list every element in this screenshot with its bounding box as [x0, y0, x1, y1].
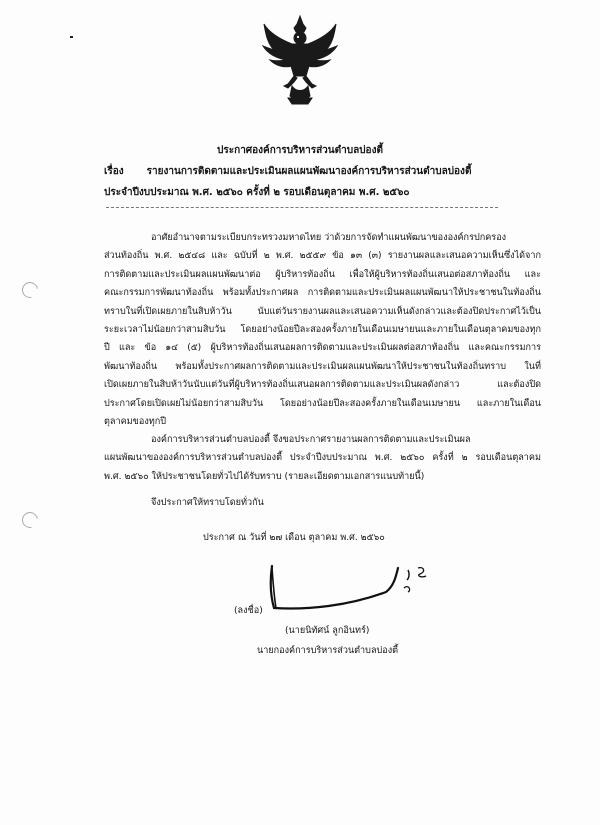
page-title: ประกาศองค์การบริหารส่วนตำบลบ่องตี้ — [217, 145, 383, 156]
punch-hole-bottom — [19, 509, 41, 531]
date-line: ประกาศ ณ วันที่ ๒๗ เดือน ตุลาคม พ.ศ. ๒๕๖๐ — [203, 533, 385, 543]
paragraph-line: การติดตามและประเมินผลแผนพัฒนาต่อ ผู้บริหารท้องถิ่น เพื่อให้ผู้บริหารท้องถิ่นเสนอต่อสภาท้องถิ่น และ — [104, 269, 541, 280]
scan-mark — [70, 36, 73, 38]
paragraph-line: ระยะเวลาไม่น้อยกว่าสามสิบวัน โดยอย่างน้อยปีละสองครั้งภายในเดือนเมษายนและภายในเดือนตุลาคมของทุก — [104, 325, 541, 336]
paragraph-line: อาศัยอำนาจตามระเบียบกระทรวงมหาดไทย ว่าด้วยการจัดทำแผนพัฒนาขององค์กรปกครอง — [151, 233, 507, 243]
paragraph-line: ปี และ ข้อ ๑๔ (๕) ผู้บริหารท้องถิ่นเสนอผลการติดตามและประเมินผลต่อสภาท้องถิ่น และคณะกรรมการ — [104, 343, 541, 354]
paragraph-line: ประกาศโดยเปิดเผยไม่น้อยกว่าสามสิบวัน โดยอย่างน้อยปีละสองครั้งภายในเดือนเมษายน และภายในเดือน — [104, 398, 541, 409]
paragraph-line: พัฒนาท้องถิ่น พร้อมทั้งประกาศผลการติดตามและประเมินผลแผนพัฒนาให้ประชาชนในท้องถิ่นทราบ ในที่ — [104, 361, 541, 372]
subject-line-1 — [104, 164, 471, 179]
garuda-emblem-icon — [262, 14, 338, 106]
paragraph-line: ทราบในที่เปิดเผยภายในสิบห้าวัน นับแต่วันรายงานผลและเสนอความเห็นดังกล่าวและต้องปิดประกาศไว้เป็น — [104, 306, 541, 317]
paragraph-line: ตุลาคมของทุกปี — [104, 417, 167, 428]
signatory-position: นายกองค์การบริหารส่วนตำบลบ่องตี้ — [257, 646, 399, 656]
punch-hole-top — [19, 279, 41, 301]
subject-line-2: ประจำปีงบประมาณ พ.ศ. ๒๕๖๐ ครั้งที่ ๒ รอบเดือนตุลาคม พ.ศ. ๒๕๖๐ — [104, 187, 410, 198]
paragraph-2 — [104, 431, 541, 486]
paragraph-1 — [104, 229, 541, 431]
paragraph-line: ส่วนท้องถิ่น พ.ศ. ๒๕๔๘ และ ฉบับที่ ๒ พ.ศ. ๒๕๕๙ ข้อ ๑๓ (๓) รายงานผลและเสนอความเห็นซึ่งได้จาก — [104, 251, 541, 262]
handwritten-signature — [268, 558, 428, 614]
closing-text: จึงประกาศให้ทราบโดยทั่วกัน — [151, 498, 264, 508]
signed-label: (ลงชื่อ) — [234, 606, 263, 616]
paragraph-line: องค์การบริหารส่วนตำบลบ่องตี้ จึงขอประกาศรายงานผลการติดตามและประเมินผล — [151, 435, 471, 445]
subject-text: รายงานการติดตามและประเมินผลแผนพัฒนาองค์การบริหารส่วนตำบลบ่องตี้ — [146, 166, 472, 177]
paragraph-line: แผนพัฒนาขององค์การบริหารส่วนตำบลบ่องตี้ ประจำปีงบประมาณ พ.ศ. ๒๕๖๐ ครั้งที่ ๒ รอบเดือนตุลาคม — [104, 453, 541, 464]
paragraph-line: คณะกรรมการพัฒนาท้องถิ่น พร้อมทั้งประกาศผล การติดตามและประเมินผลแผนพัฒนาให้ประชาชนในท้องถิ่น — [104, 288, 541, 299]
paragraph-line: พ.ศ. ๒๕๖๐ ให้ประชาชนโดยทั่วไปได้รับทราบ (รายละเอียดตามเอกสารแนบท้ายนี้) — [104, 471, 425, 482]
header-divider — [106, 207, 498, 208]
paragraph-line: เปิดเผยภายในสิบห้าวันนับแต่วันที่ผู้บริหารท้องถิ่นเสนอผลการติดตามและประเมินผลดังกล่าว และต้องปิด — [104, 380, 541, 391]
signatory-name: (นายนิทัศน์ ลูกอินทร์) — [285, 626, 370, 636]
subject-label: เรื่อง — [104, 166, 124, 177]
